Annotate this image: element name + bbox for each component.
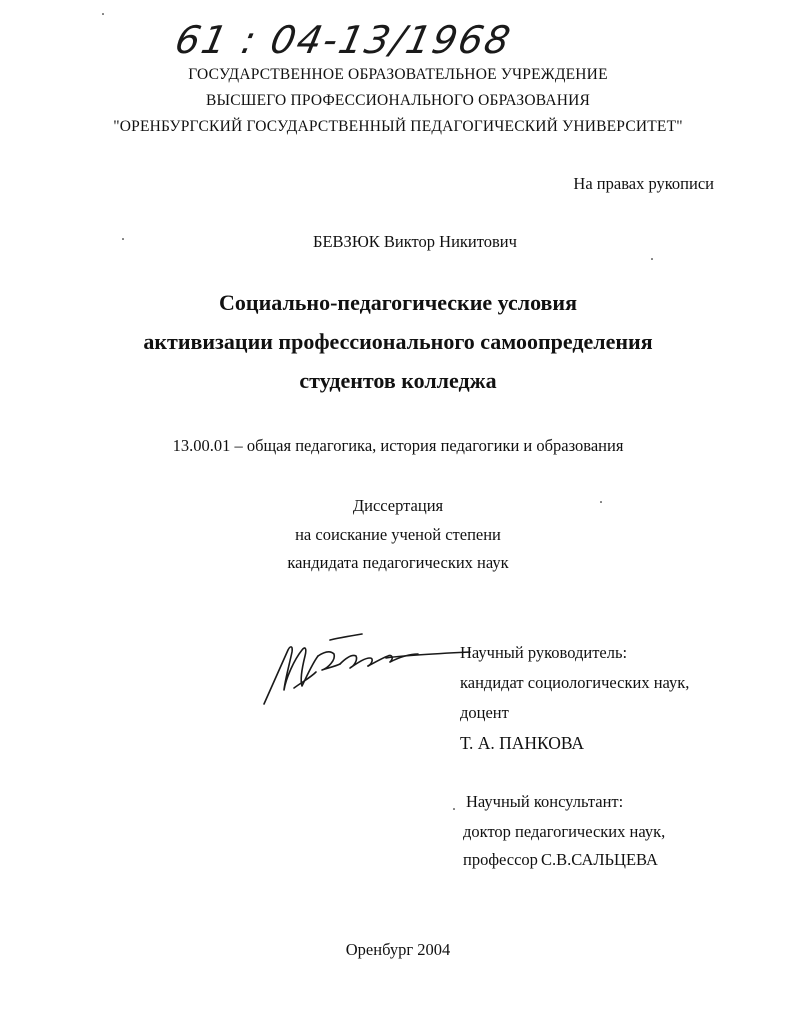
dissertation-title-line-3: студентов колледжа	[299, 368, 497, 393]
scan-speck	[600, 501, 602, 503]
dissertation-title-line-2: активизации профессионального самоопределения	[143, 329, 653, 354]
organization-line-1: ГОСУДАРСТВЕННОЕ ОБРАЗОВАТЕЛЬНОЕ УЧРЕЖДЕНИЕ	[188, 66, 608, 83]
degree-purpose: на соискание ученой степени	[295, 525, 501, 544]
scan-speck	[122, 238, 124, 240]
dissertation-label: Диссертация	[352, 496, 444, 515]
consultant-rank: профессор	[463, 850, 538, 869]
supervisor-degree: кандидат социологических наук,	[460, 673, 690, 692]
consultant-degree: доктор педагогических наук,	[463, 822, 666, 841]
consultant-label: Научный консультант:	[466, 792, 624, 811]
supervisor-rank: доцент	[460, 703, 509, 722]
scan-speck	[453, 808, 455, 810]
organization-line-3: "ОРЕНБУРГСКИЙ ГОСУДАРСТВЕННЫЙ ПЕДАГОГИЧЕСКИЙ УНИВЕРСИТЕТ"	[113, 118, 683, 135]
scan-speck	[102, 13, 104, 15]
consultant-name: С.В.САЛЬЦЕВА	[541, 850, 658, 869]
handwritten-archive-number: 61 : 04-13/1968	[171, 18, 516, 62]
dissertation-title-line-1: Социально-педагогические условия	[219, 290, 577, 315]
organization-line-2: ВЫСШЕГО ПРОФЕССИОНАЛЬНОГО ОБРАЗОВАНИЯ	[205, 92, 591, 109]
rights-note: На правах рукописи	[573, 174, 714, 193]
supervisor-label: Научный руководитель:	[460, 643, 628, 662]
scan-speck	[651, 258, 653, 260]
author-name: БЕВЗЮК Виктор Никитович	[313, 232, 517, 251]
degree-name: кандидата педагогических наук	[287, 553, 509, 572]
specialty-code: 13.00.01 – общая педагогика, история педагогики и образования	[172, 436, 624, 455]
supervisor-name: Т. А. ПАНКОВА	[460, 733, 585, 753]
signature-image	[258, 628, 473, 710]
city-year: Оренбург 2004	[345, 940, 451, 959]
